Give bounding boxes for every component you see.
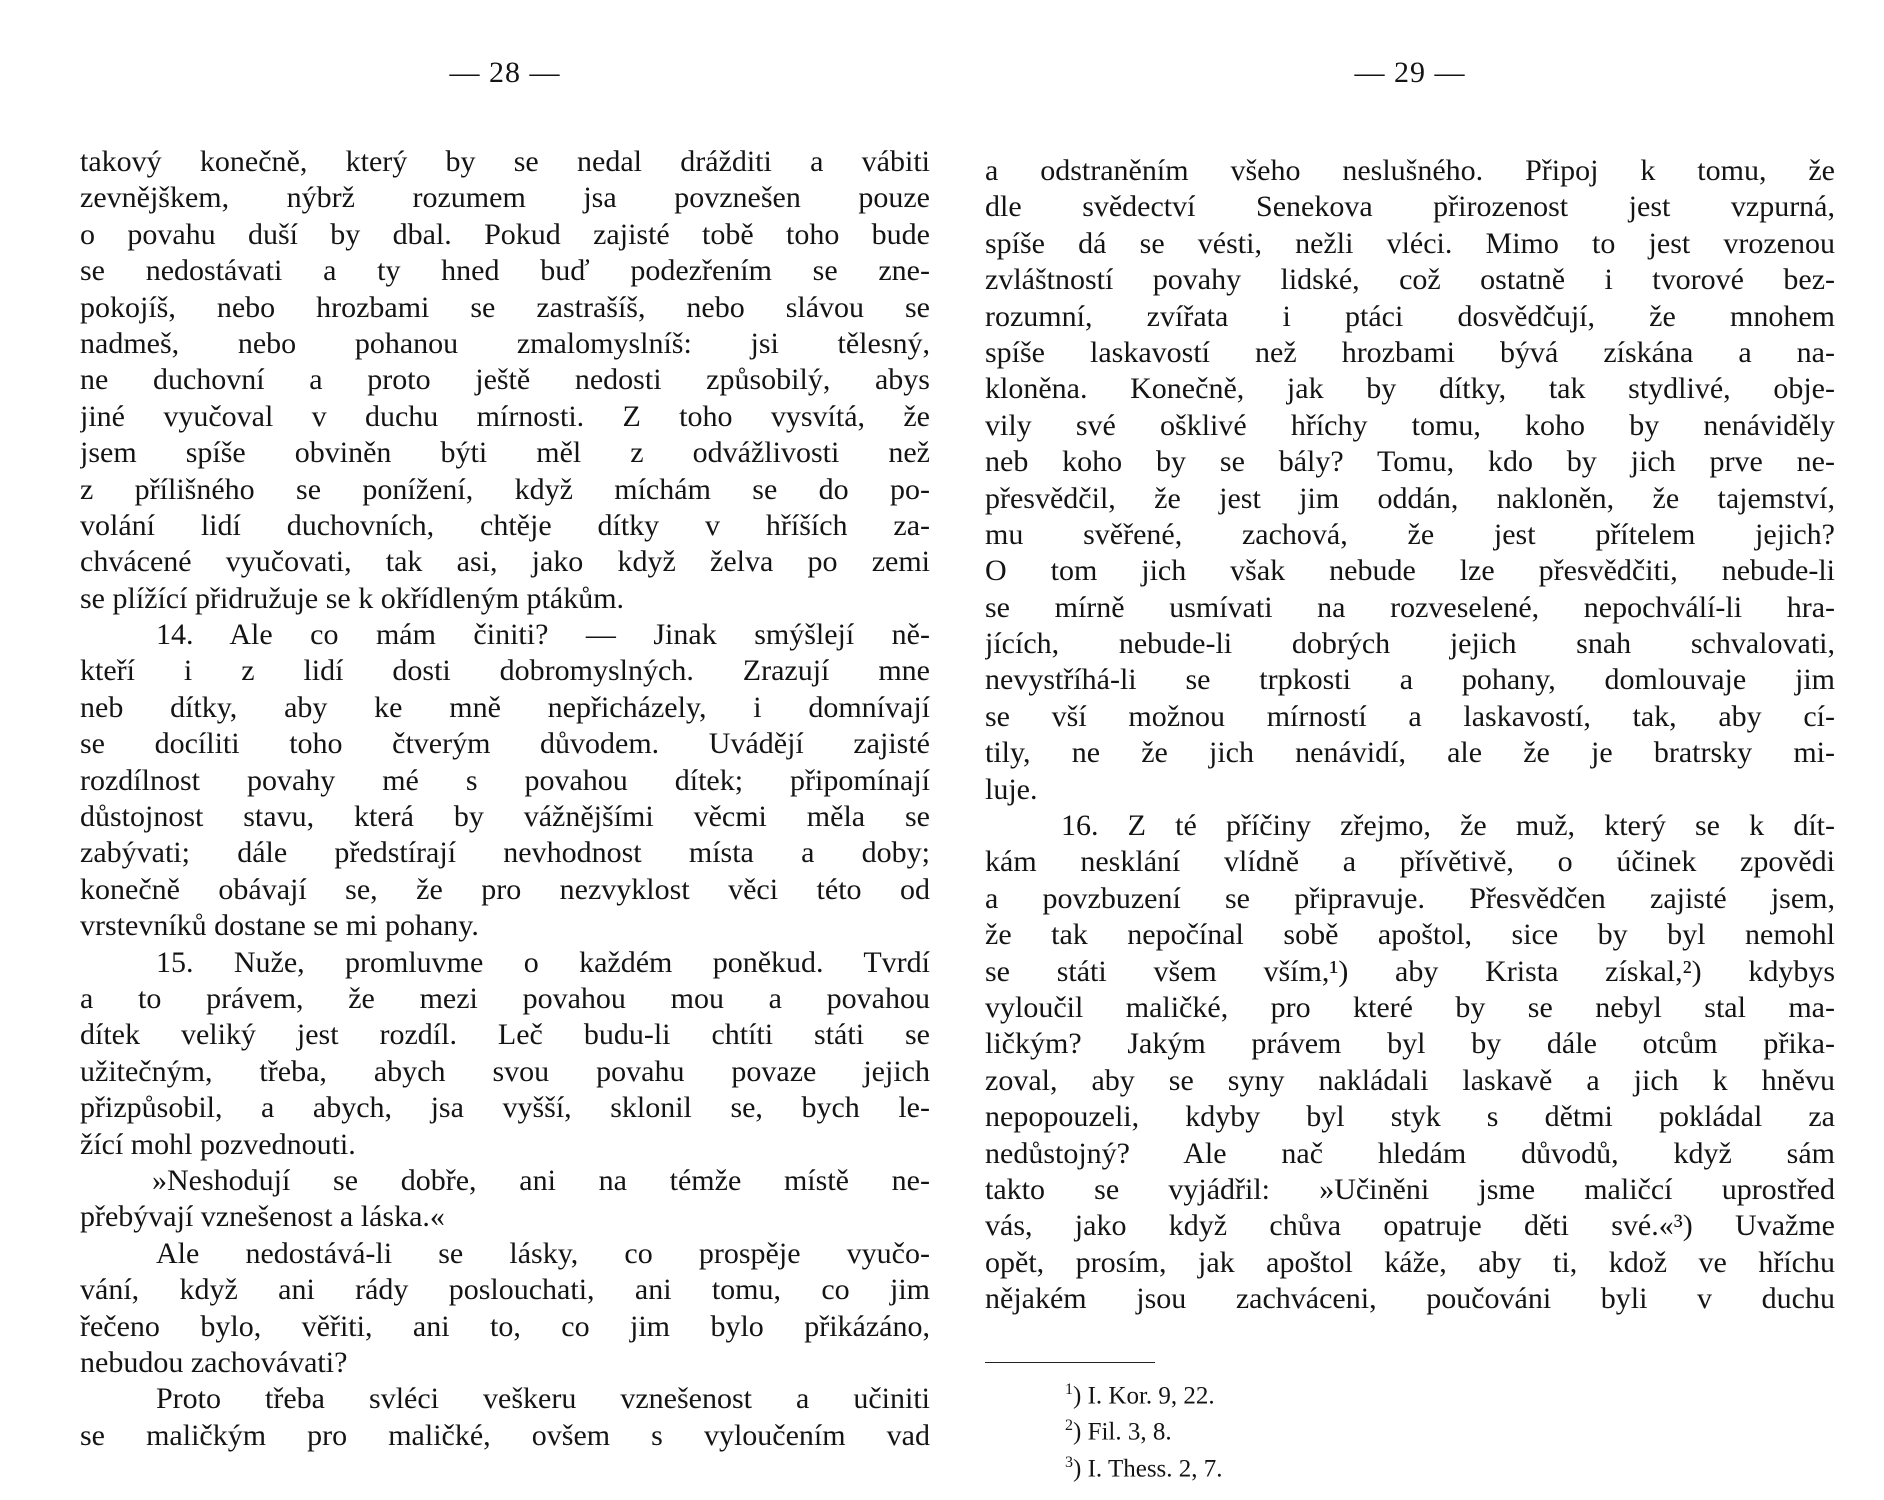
text-line: zvláštností povahy lidské, což ostatně i tvorové bez-	[985, 263, 1835, 297]
text-line: a to právem, že mezi povahou mou a povahou	[80, 981, 930, 1015]
text-line: vání, když ani rády poslouchati, ani tomu, co jim	[80, 1273, 930, 1307]
text-line: zoval, aby se syny nakládali laskavě a jich k hněvu	[985, 1063, 1835, 1097]
text-line: jsem spíše obviněn býti měl z odvážlivosti než	[80, 436, 930, 470]
text-line: přizpůsobil, a abych, jsa vyšší, sklonil se, bych le-	[80, 1091, 930, 1125]
right-page-number: — 29 —	[1354, 56, 1466, 89]
text-line: opět, prosím, jak apoštol káže, aby ti, kdož ve hříchu	[985, 1245, 1835, 1279]
text-line: vrstevníků dostane se mi pohany.	[80, 909, 479, 943]
text-line: se mírně usmívati na rozveselené, nepochválí-li hra-	[985, 590, 1835, 624]
quotation-line: přebývají vznešenost a láska.«	[80, 1200, 445, 1234]
text-line: z přílišného se ponížení, když míchám se do po-	[80, 472, 930, 506]
text-line: tily, ne že jich nenávidí, ale že je bratrsky mi-	[985, 736, 1835, 770]
paragraph-16-start: 16. Z té příčiny zřejmo, že muž, který se k dít-	[1061, 809, 1835, 843]
text-line: a povzbuzení se připravuje. Přesvědčen zajisté jsem,	[985, 881, 1835, 915]
paragraph-start: Proto třeba svléci veškeru vznešenost a učiniti	[156, 1382, 930, 1416]
text-line: jiné vyučoval v duchu mírnosti. Z toho vysvítá, že	[80, 399, 930, 433]
text-line: spíše laskavostí než hrozbami bývá získána a na-	[985, 335, 1835, 369]
text-line: spíše dá se vésti, nežli vléci. Mimo to jest vrozenou	[985, 226, 1835, 260]
text-line: ličkým? Jakým právem byl by dále otcům přika-	[985, 1027, 1835, 1061]
text-line: luje.	[985, 772, 1038, 806]
text-line: vás, jako když chůva opatruje děti své.«³) Uvažme	[985, 1209, 1835, 1243]
text-line: vily své ošklivé hříchy tomu, koho by nenáviděly	[985, 408, 1835, 442]
right-page-body	[985, 153, 1835, 1318]
text-line: neb koho by se bály? Tomu, kdo by jich prve ne-	[985, 445, 1835, 479]
paragraph-15-start: 15. Nuže, promluvme o každém poněkud. Tvrdí	[156, 945, 930, 979]
text-line: přesvědčil, že jest jim oddán, nakloněn, že tajemství,	[985, 481, 1835, 515]
text-line: se nedostávati a ty hned buď podezřením se zne-	[80, 254, 930, 288]
footnote-1: $^1$) I. Kor. 9, 22.	[1065, 1381, 1215, 1410]
text-line: dle svědectví Senekova přirozenost jest vzpurná,	[985, 190, 1835, 224]
text-line: konečně obávají se, že pro nezvyklost věci této od	[80, 872, 930, 906]
text-line: a odstraněním všeho neslušného. Připoj k tomu, že	[985, 154, 1835, 187]
text-line: chvácené vyučovati, tak asi, jako když želva po zemi	[80, 545, 930, 579]
text-line: nedůstojný? Ale nač hledám důvodů, když sám	[985, 1136, 1835, 1170]
text-line: neb dítky, aby ke mně nepřicházely, i domnívají	[80, 690, 930, 724]
text-line: se vší možnou mírností a laskavostí, tak, aby cí-	[985, 699, 1835, 733]
text-line: O tom jich však nebude lze přesvědčiti, nebude-li	[985, 554, 1835, 588]
footnotes	[1065, 1375, 1223, 1484]
text-line: nebudou zachovávati?	[80, 1345, 348, 1379]
text-line: takto se vyjádřil: »Učiněni jsme maličcí uprostřed	[985, 1172, 1835, 1206]
text-line: rozdílnost povahy mé s povahou dítek; připomínají	[80, 763, 930, 797]
left-page-body	[80, 144, 930, 1454]
text-line: kloněna. Konečně, jak by dítky, tak stydlivé, obje-	[985, 372, 1835, 406]
quotation-line: »Neshodují se dobře, ani na témže místě ne-	[152, 1163, 930, 1197]
footnote-2: $^2$) Fil. 3, 8.	[1065, 1417, 1172, 1446]
text-line: ne duchovní a proto ještě nedosti způsobilý, abys	[80, 363, 930, 397]
paragraph-14-start: 14. Ale co mám činiti? — Jinak smýšlejí ně-	[156, 618, 930, 652]
text-line: kteří i z lidí dosti dobromyslných. Zrazují mne	[80, 654, 930, 688]
footnote-divider	[985, 1362, 1155, 1363]
text-line: kám nesklání vlídně a přívětivě, o účinek zpovědi	[985, 845, 1835, 879]
text-line: vyloučil maličké, pro které by se nebyl stal ma-	[985, 990, 1835, 1024]
text-line: takový konečně, který by se nedal drážditi a vábiti	[80, 145, 930, 178]
left-page	[80, 0, 930, 1500]
text-line: volání lidí duchovních, chtěje dítky v hříších za-	[80, 508, 930, 542]
text-line: rozumní, zvířata i ptáci dosvědčují, že mnohem	[985, 299, 1835, 333]
text-line: se plížící přidružuje se k okřídleným ptákům.	[80, 581, 625, 615]
text-line: mu svěřené, zachová, že jest přítelem jejich?	[985, 517, 1835, 551]
text-line: žící mohl pozvednouti.	[80, 1127, 356, 1161]
text-line: užitečným, třeba, abych svou povahu povaze jejich	[80, 1054, 930, 1088]
text-line: že tak nepočínal sobě apoštol, sice by byl nemohl	[985, 918, 1835, 952]
text-line: jících, nebude-li dobrých jejich snah schvalovati,	[985, 627, 1835, 661]
text-line: nadmeš, nebo pohanou zmalomyslníš: jsi tělesný,	[80, 326, 930, 360]
text-line: zevnějškem, nýbrž rozumem jsa povznešen pouze	[80, 181, 930, 215]
text-line: pokojíš, nebo hrozbami se zastrašíš, nebo slávou se	[80, 290, 930, 324]
text-line: se maličkým pro maličké, ovšem s vyloučením vad	[80, 1418, 930, 1452]
text-line: o povahu duší by dbal. Pokud zajisté tobě toho bude	[80, 217, 930, 251]
text-line: řečeno bylo, věřiti, ani to, co jim bylo přikázáno,	[80, 1309, 930, 1343]
text-line: nepopouzeli, kdyby byl styk s dětmi pokládal za	[985, 1100, 1835, 1134]
text-line: se státi všem vším,¹) aby Krista získal,²) kdybys	[985, 954, 1835, 988]
text-line: se docíliti toho čtverým důvodem. Uvádějí zajisté	[80, 727, 930, 761]
paragraph-start: Ale nedostává-li se lásky, co prospěje vyučo-	[156, 1236, 930, 1270]
right-page	[985, 0, 1835, 1500]
text-line: zabývati; dále předstírají nevhodnost místa a doby;	[80, 836, 930, 870]
text-line: důstojnost stavu, která by vážnějšími věcmi měla se	[80, 800, 930, 834]
left-page-number: — 28 —	[449, 56, 561, 89]
text-line: nějakém jsou zachváceni, poučováni byli v duchu	[985, 1282, 1835, 1316]
text-line: dítek veliký jest rozdíl. Leč budu-li chtíti státi se	[80, 1018, 930, 1052]
text-line: nevystříhá-li se trpkosti a pohany, domlouvaje jim	[985, 663, 1835, 697]
footnote-3: $^3$) I. Thess. 2, 7.	[1065, 1453, 1223, 1482]
